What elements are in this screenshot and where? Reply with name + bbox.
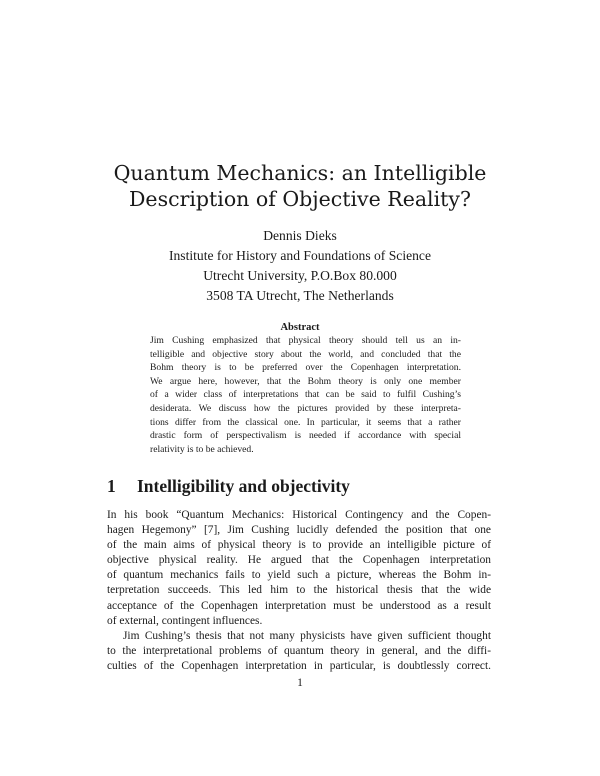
abstract-text xyxy=(150,334,461,456)
title-line-1: Quantum Mechanics: an Intelligible xyxy=(113,161,487,185)
abstract-line: relativity is to be achieved. xyxy=(150,443,254,455)
section-heading xyxy=(107,476,350,497)
affiliation-line-2: Utrecht University, P.O.Box 80.000 xyxy=(203,268,397,283)
author-name: Dennis Dieks xyxy=(263,228,337,243)
affiliation-line-3: 3508 TA Utrecht, The Netherlands xyxy=(206,288,394,303)
title-line-2: Description of Objective Reality? xyxy=(129,187,471,211)
body-line: culties of the Copenhagen interpretation in particular, is doubtlessly correct. xyxy=(107,659,491,672)
abstract-line: Bohm theory is to be preferred over the Copenhagen interpretation. xyxy=(150,362,461,374)
body-line: acceptance of the Copenhagen interpretation must be understood as a result xyxy=(107,599,491,612)
section-number: 1 xyxy=(107,476,116,496)
abstract-line: Jim Cushing emphasized that physical theory should tell us an in- xyxy=(150,335,461,346)
abstract-line: desiderata. We discuss how the pictures provided by these interpreta- xyxy=(150,402,461,414)
affiliation-line-1: Institute for History and Foundations of Science xyxy=(168,248,431,263)
body-line: hagen Hegemony” [7], Jim Cushing lucidly defended the position that one xyxy=(107,524,491,537)
abstract-line: of a wider class of interpretations that can be said to fulfil Cushing’s xyxy=(150,389,461,401)
paper-title xyxy=(60,160,540,212)
abstract-line: drastic form of perspectivalism is needed if accordance with special xyxy=(150,430,461,442)
body-line: of quantum mechanics fails to yield such a picture, whereas the Bohm in- xyxy=(107,569,491,582)
page-number: 1 xyxy=(297,677,303,689)
abstract-line: We argue here, however, that the Bohm theory is only one member xyxy=(150,375,461,387)
body-line: of the main aims of physical theory is to provide an intelligible picture of xyxy=(107,539,491,552)
author-block xyxy=(60,226,540,306)
section-title: Intelligibility and objectivity xyxy=(137,476,350,496)
body-text xyxy=(107,508,491,674)
abstract-line: tions differ from the classical one. In particular, it seems that a rather xyxy=(150,416,461,428)
body-line: of external, contingent influences. xyxy=(107,614,263,627)
body-line: terpretation succeeds. This led him to the historical thesis that the wide xyxy=(107,584,491,597)
body-line: Jim Cushing’s thesis that not many physicists have given sufficient thought xyxy=(123,629,491,642)
body-line: objective physical reality. He argued that the Copenhagen interpretation xyxy=(107,554,491,567)
abstract-heading: Abstract xyxy=(280,322,320,333)
body-line: to the interpretational problems of quantum theory in general, and the diffi- xyxy=(107,644,491,657)
body-line: In his book “Quantum Mechanics: Historical Contingency and the Copen- xyxy=(107,509,491,521)
abstract-line: telligible and objective story about the world, and concluded that the xyxy=(150,348,461,360)
